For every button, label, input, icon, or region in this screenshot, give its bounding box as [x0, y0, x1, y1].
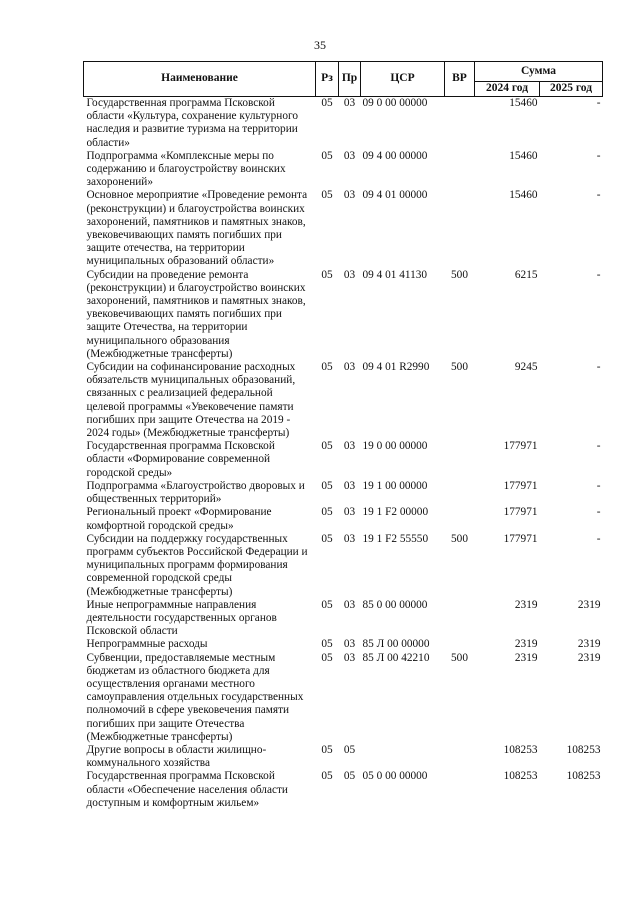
row-vr: [445, 599, 475, 639]
row-name: Государственная программа Псковской области «Формирование современной городской среды»: [86, 440, 275, 479]
row-rz: 05: [321, 268, 333, 281]
budget-table: [83, 61, 603, 810]
row-csr: 09 4 01 R2990: [362, 361, 430, 374]
header-year-2024: 2024 год: [475, 82, 540, 97]
row-pr: 03: [343, 149, 356, 162]
row-csr: [361, 744, 445, 770]
row-amount-2025: -: [596, 532, 601, 545]
row-pr: 03: [343, 506, 356, 519]
table-row: [84, 652, 603, 744]
row-amount-2024: 177971: [503, 532, 538, 545]
table-header: [84, 62, 603, 97]
row-name: Иные непрограммные направления деятельности государственных органов Псковской области: [86, 598, 277, 638]
table-row: [84, 638, 603, 651]
row-amount-2025: -: [596, 506, 601, 519]
page-number: 35: [314, 38, 326, 52]
row-rz: 05: [321, 506, 333, 519]
row-rz: 05: [321, 743, 333, 756]
row-csr: 85 Л 00 42210: [362, 651, 430, 664]
row-csr: 19 1 00 00000: [362, 479, 428, 492]
row-rz: 05: [321, 532, 333, 545]
row-vr: [445, 744, 475, 770]
row-name: Подпрограмма «Комплексные меры по содержанию и благоустройству воинских захоронений»: [86, 149, 286, 189]
row-amount-2025: -: [596, 268, 601, 281]
row-pr: 05: [343, 770, 356, 783]
table-row: [84, 506, 603, 532]
row-pr: 03: [343, 97, 356, 109]
header-year-2025: 2025 год: [540, 82, 603, 97]
row-pr: 03: [343, 651, 356, 664]
row-amount-2024: 15460: [509, 189, 538, 202]
table-row: [84, 770, 603, 810]
row-vr: 500: [451, 532, 468, 545]
row-name: Подпрограмма «Благоустройство дворовых и общественных территорий»: [86, 479, 305, 506]
header-name: Наименование: [84, 62, 316, 97]
header-rz: Рз: [316, 62, 339, 97]
row-vr: [445, 189, 475, 268]
row-amount-2025: 108253: [566, 743, 601, 756]
row-pr: 03: [343, 598, 356, 611]
row-pr: 03: [343, 440, 356, 453]
table-row: [84, 97, 603, 150]
row-name: Региональный проект «Формирование комфортной городской среды»: [86, 506, 272, 532]
row-rz: 05: [321, 598, 333, 611]
row-name: Субсидии на поддержку государственных программ субъектов Российской Федерации и муниципальных программ формирования современной городской среды (Межбюджетные трансферты): [86, 532, 308, 598]
row-vr: [445, 638, 475, 651]
table-row: [84, 744, 603, 770]
row-amount-2024: 177971: [503, 440, 538, 453]
row-amount-2024: 2319: [514, 651, 538, 664]
row-amount-2024: 2319: [514, 598, 538, 611]
row-amount-2024: 177971: [503, 506, 538, 519]
row-csr: 19 0 00 00000: [362, 440, 428, 453]
row-amount-2025: 2319: [577, 598, 601, 611]
table-row: [84, 480, 603, 506]
header-vr: ВР: [445, 62, 475, 97]
row-pr: 03: [343, 189, 356, 202]
row-name: Государственная программа Псковской области «Обеспечение населения области доступным и комфортным жильем»: [86, 770, 288, 809]
row-pr: 03: [343, 361, 356, 374]
row-amount-2025: 2319: [577, 638, 601, 651]
row-rz: 05: [321, 479, 333, 492]
row-csr: 09 0 00 00000: [362, 97, 428, 109]
row-rz: 05: [321, 149, 333, 162]
row-amount-2025: 2319: [577, 651, 601, 664]
row-amount-2024: 108253: [503, 770, 538, 783]
row-csr: 05 0 00 00000: [362, 770, 428, 783]
row-csr: 85 0 00 00000: [362, 598, 428, 611]
row-vr: [445, 97, 475, 150]
row-rz: 05: [321, 440, 333, 453]
row-pr: 03: [343, 532, 356, 545]
row-name: Субвенции, предоставляемые местным бюджетам из областного бюджета для осуществления органами местного самоуправления отдельных государственных полномочий в сфере увековечения памяти погибших при защите Отечества (Межбюджетные трансферты): [86, 651, 304, 743]
row-csr: 09 4 01 00000: [362, 189, 428, 202]
row-name: Субсидии на проведение ремонта (реконструкции) и благоустройство воинских захоронений, памятников и памятных знаков, увековечивающих память погибших при защите Отечества, на территории муниципального образования (Межбюджетные трансферты): [86, 268, 306, 360]
row-amount-2025: -: [596, 149, 601, 162]
row-amount-2024: 177971: [503, 479, 538, 492]
row-pr: 03: [343, 479, 356, 492]
row-vr: [445, 480, 475, 506]
row-amount-2025: -: [596, 189, 601, 202]
row-vr: [445, 770, 475, 810]
row-pr: 03: [343, 268, 356, 281]
row-vr: 500: [451, 361, 468, 374]
row-amount-2025: -: [596, 97, 601, 109]
row-vr: [445, 150, 475, 190]
row-rz: 05: [321, 638, 333, 651]
header-csr: ЦСР: [361, 62, 445, 97]
row-rz: 05: [321, 770, 333, 783]
row-vr: 500: [451, 651, 468, 664]
row-amount-2024: 108253: [503, 743, 538, 756]
row-vr: [445, 440, 475, 480]
row-pr: 05: [343, 743, 356, 756]
table-row: [84, 269, 603, 361]
table-row: [84, 440, 603, 480]
row-name: Государственная программа Псковской области «Культура, сохранение культурного наследия и развитие туризма на территории области»: [86, 97, 298, 149]
table-row: [84, 150, 603, 190]
row-amount-2025: -: [596, 440, 601, 453]
row-rz: 05: [321, 651, 333, 664]
header-pr: Пр: [339, 62, 361, 97]
row-amount-2024: 15460: [509, 149, 538, 162]
table-row: [84, 599, 603, 639]
row-rz: 05: [321, 97, 333, 109]
row-rz: 05: [321, 361, 333, 374]
row-csr: 19 1 F2 00000: [362, 506, 429, 519]
row-vr: 500: [451, 268, 468, 281]
table-row: [84, 533, 603, 599]
header-sum: Сумма: [475, 62, 603, 82]
row-csr: 19 1 F2 55550: [362, 532, 429, 545]
row-amount-2025: -: [596, 479, 601, 492]
row-amount-2024: 9245: [514, 361, 538, 374]
row-csr: 09 4 00 00000: [362, 149, 428, 162]
row-name: Другие вопросы в области жилищно-коммунального хозяйства: [86, 743, 267, 770]
row-pr: 03: [343, 638, 356, 651]
row-name: Непрограммные расходы: [86, 638, 208, 651]
row-amount-2024: 15460: [509, 97, 538, 109]
row-amount-2024: 2319: [514, 638, 538, 651]
row-csr: 09 4 01 41130: [362, 268, 428, 281]
row-amount-2025: -: [596, 361, 601, 374]
table-row: [84, 361, 603, 440]
row-amount-2025: 108253: [566, 770, 601, 783]
row-csr: 85 Л 00 00000: [362, 638, 430, 651]
row-rz: 05: [321, 189, 333, 202]
row-amount-2024: 6215: [514, 268, 538, 281]
row-name: Субсидии на софинансирование расходных обязательств муниципальных образований, связанных с реализацией федеральной целевой программы «Увековечение памяти погибших при защите Отечества на 2019 - 2024 годы» (Межбюджетные трансферты): [86, 361, 296, 440]
row-name: Основное мероприятие «Проведение ремонта (реконструкции) и благоустройства воинских захоронений, памятников и памятных знаков, увековечивающих память погибших при защите отечества, на территории муниципальных образований области»: [86, 189, 308, 268]
table-row: [84, 189, 603, 268]
row-vr: [445, 506, 475, 532]
